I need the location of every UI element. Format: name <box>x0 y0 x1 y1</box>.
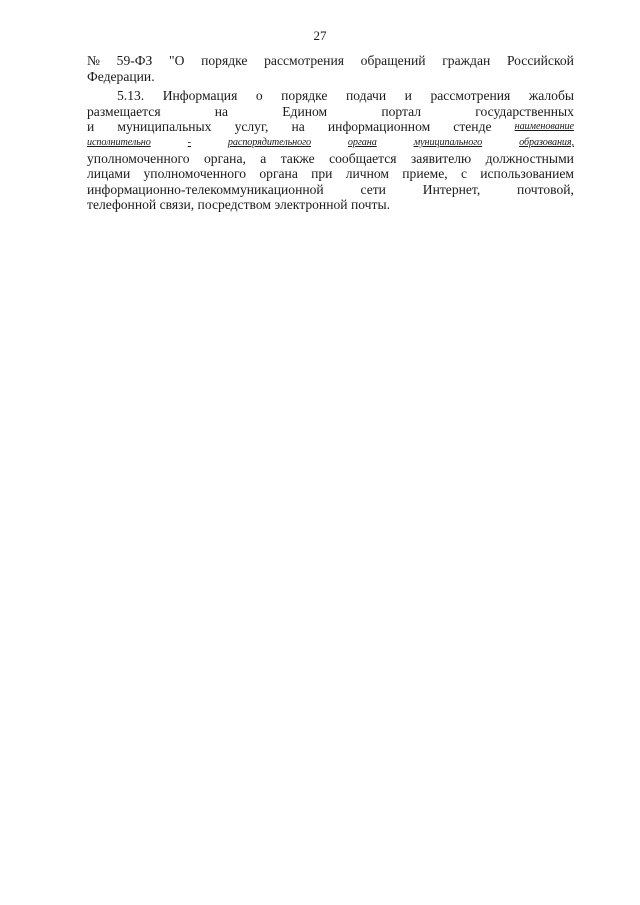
word: Информация <box>162 88 238 104</box>
word: сети <box>360 181 386 197</box>
word: рассмотрения <box>430 88 511 104</box>
word: должностными <box>485 150 574 166</box>
placeholder-note: образования, <box>519 136 574 148</box>
paragraph-2-line-2 <box>87 104 574 120</box>
word: Российской <box>506 53 574 68</box>
word: личном <box>345 166 390 182</box>
word: почтовой, <box>517 181 574 197</box>
word: граждан <box>442 53 491 68</box>
word: 5.13. <box>117 88 145 104</box>
word: "О <box>169 53 185 68</box>
word: услуг, <box>234 119 269 135</box>
word: № <box>87 53 100 68</box>
word: сообщается <box>329 150 397 166</box>
placeholder-note: органа <box>347 136 377 148</box>
word: жалобы <box>528 88 574 104</box>
paragraph-2-line-5 <box>87 151 574 167</box>
word: порядке <box>201 53 248 68</box>
word: муниципальных <box>117 119 212 135</box>
paragraph-2-line-1 <box>87 88 574 104</box>
word: уполномоченного <box>143 166 247 182</box>
word: уполномоченного <box>87 150 190 166</box>
word: портал <box>381 103 422 119</box>
word: а <box>260 150 267 166</box>
word: и <box>404 88 412 104</box>
word: на <box>291 119 305 135</box>
word: при <box>311 166 333 182</box>
paragraph-1-line-2: Федерации. <box>87 68 155 84</box>
word: размещается <box>87 103 161 119</box>
paragraph-2-line-6 <box>87 166 574 182</box>
paragraph-2-line-8: телефонной связи, посредством электронной почты. <box>87 197 390 213</box>
word: органа, <box>203 150 246 166</box>
word: Интернет, <box>422 181 481 197</box>
word: информационном <box>327 119 431 135</box>
placeholder-note: распорядительного <box>227 136 311 148</box>
paragraph-2-line-7 <box>87 182 574 198</box>
word: Едином <box>282 103 328 119</box>
placeholder-note: - <box>187 136 191 148</box>
word: обращений <box>360 53 426 68</box>
paragraph-2-line-4 <box>87 135 574 151</box>
word: государственных <box>475 103 574 119</box>
word: лицами <box>87 166 131 182</box>
document-body <box>87 53 574 213</box>
word: подачи <box>345 88 387 104</box>
word: также <box>280 150 315 166</box>
word: информационно-телекоммуникационной <box>87 181 324 197</box>
paragraph-1-line-1 <box>87 53 574 69</box>
paragraph-2-line-3 <box>87 119 574 135</box>
word: на <box>214 103 229 119</box>
placeholder-note: исполнительно <box>87 136 151 148</box>
word: использованием <box>480 166 574 182</box>
word: порядке <box>281 88 328 104</box>
word: 59-ФЗ <box>116 53 153 68</box>
word: органа <box>259 166 298 182</box>
word: стенде <box>453 119 492 135</box>
word: и <box>87 119 95 135</box>
page-number: 27 <box>313 28 327 43</box>
word: рассмотрения <box>264 53 344 68</box>
word: приеме, <box>402 166 448 182</box>
word: заявителю <box>410 150 472 166</box>
placeholder-note: муниципального <box>413 136 483 148</box>
placeholder-note: наименование <box>514 121 574 133</box>
word: о <box>255 88 263 104</box>
word: с <box>460 166 467 182</box>
